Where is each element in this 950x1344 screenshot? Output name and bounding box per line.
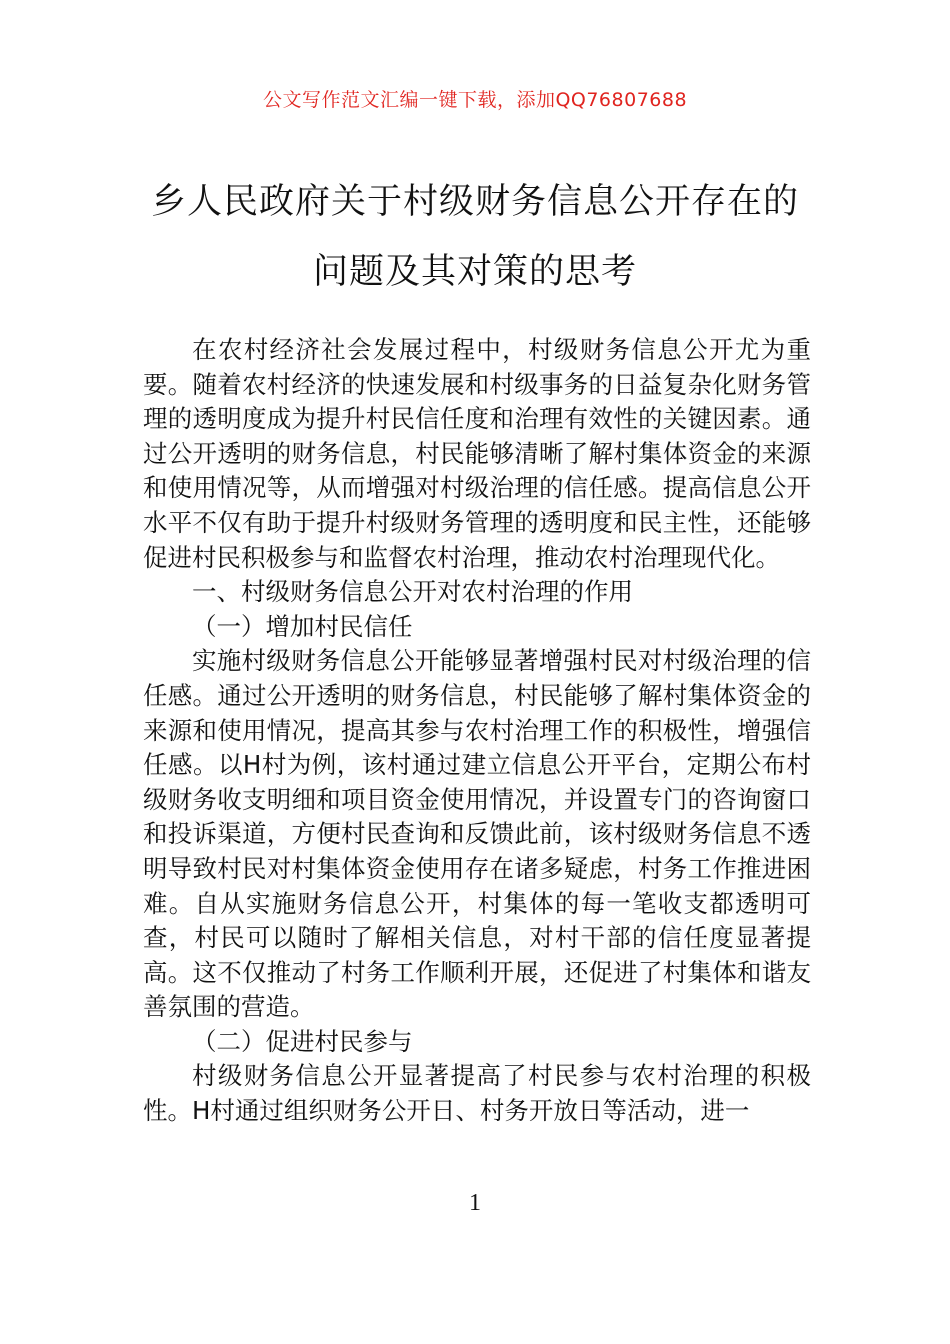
subsection-1-paragraph: 实施村级财务信息公开能够显著增强村民对村级治理的信任感。通过公开透明的财务信息，村民能够了解村集体资金的来源和使用情况，提高其参与农村治理工作的积极性，增强信任感。以H村为例，该村通过建立信息公开平台，定期公布村级财务收支明细和项目资金使用情况，并设置专门的咨询窗口和投诉渠道，方便村民查询和反馈此前，该村级财务信息不透明导致村民对村集体资金使用存在诸多疑虑，村务工作推进困难。自从实施财务信息公开，村集体的每一笔收支都透明可查，村民可以随时了解相关信息，对村干部的信任度显著提高。这不仅推动了村务工作顺利开展，还促进了村集体和谐友善氛围的营造。 xyxy=(143,646,811,1022)
subsection-1-heading: （一）增加村民信任 xyxy=(192,611,413,641)
document-title-line-1: 乡人民政府关于村级财务信息公开存在的 xyxy=(150,182,799,222)
subsection-2-heading: （二）促进村民参与 xyxy=(192,1026,413,1056)
section-1-heading: 一、村级财务信息公开对农村治理的作用 xyxy=(192,577,633,607)
page-number: 1 xyxy=(469,1190,481,1216)
document-title-line-2: 问题及其对策的思考 xyxy=(312,252,637,292)
document-body xyxy=(143,333,811,1129)
intro-paragraph: 在农村经济社会发展过程中，村级财务信息公开尤为重要。随着农村经济的快速发展和村级事务的日益复杂化财务管理的透明度成为提升村民信任度和治理有效性的关键因素。通过公开透明的财务信息，村民能够清晰了解村集体资金的来源和使用情况等，从而增强对村级治理的信任感。提高信息公开水平不仅有助于提升村级财务管理的透明度和民主性，还能够促进村民积极参与和监督农村治理，推动农村治理现代化。 xyxy=(143,335,811,572)
download-notice: 公文写作范文汇编一键下载，添加QQ76807688 xyxy=(262,89,688,111)
subsection-2-paragraph: 村级财务信息公开显著提高了村民参与农村治理的积极性。H村通过组织财务公开日、村务开放日等活动，进一 xyxy=(143,1061,811,1126)
